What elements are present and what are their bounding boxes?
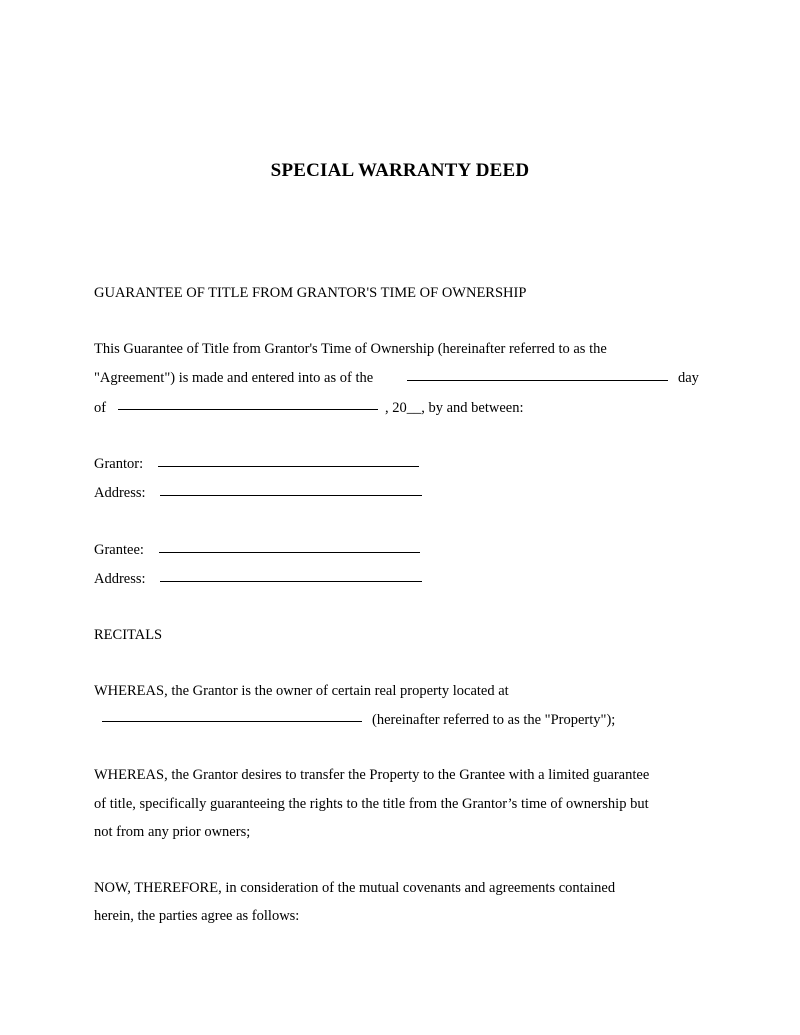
agreement-month-blank[interactable]	[118, 409, 378, 410]
grantor-address-label: Address:	[94, 485, 146, 501]
agreement-day-blank[interactable]	[407, 380, 668, 381]
document-title: SPECIAL WARRANTY DEED	[270, 160, 530, 181]
property-location-blank[interactable]	[102, 721, 362, 722]
whereas-2-line-2: of title, specifically guaranteeing the rights to the title from the Grantor’s time of ownership but	[94, 796, 649, 812]
whereas-2-line-3: not from any prior owners;	[94, 824, 251, 840]
grantee-name-blank[interactable]	[159, 552, 420, 553]
whereas-1-line-1: WHEREAS, the Grantor is the owner of certain real property located at	[94, 683, 509, 699]
now-therefore-line-1: NOW, THEREFORE, in consideration of the mutual covenants and agreements contained	[94, 880, 616, 896]
intro-line-2-end: day	[678, 370, 699, 386]
grantee-address-label: Address:	[94, 571, 146, 587]
grantee-address-blank[interactable]	[160, 581, 422, 582]
grantor-name-blank[interactable]	[158, 466, 419, 467]
intro-line-1: This Guarantee of Title from Grantor's Time of Ownership (hereinafter referred to as the	[94, 341, 607, 357]
grantee-label: Grantee:	[94, 542, 144, 558]
intro-line-3-start: of	[94, 400, 107, 416]
grantor-label: Grantor:	[94, 456, 144, 472]
whereas-1-line-2-end: (hereinafter referred to as the "Property");	[372, 712, 616, 728]
grantor-address-blank[interactable]	[160, 495, 422, 496]
intro-line-3-end: , 20__, by and between:	[385, 400, 524, 416]
recitals-heading: RECITALS	[94, 627, 163, 643]
now-therefore-line-2: herein, the parties agree as follows:	[94, 908, 300, 924]
whereas-2-line-1: WHEREAS, the Grantor desires to transfer the Property to the Grantee with a limited guarantee	[94, 767, 650, 783]
section-heading: GUARANTEE OF TITLE FROM GRANTOR'S TIME OF OWNERSHIP	[94, 285, 527, 301]
intro-line-2-start: "Agreement") is made and entered into as of the	[94, 370, 374, 386]
